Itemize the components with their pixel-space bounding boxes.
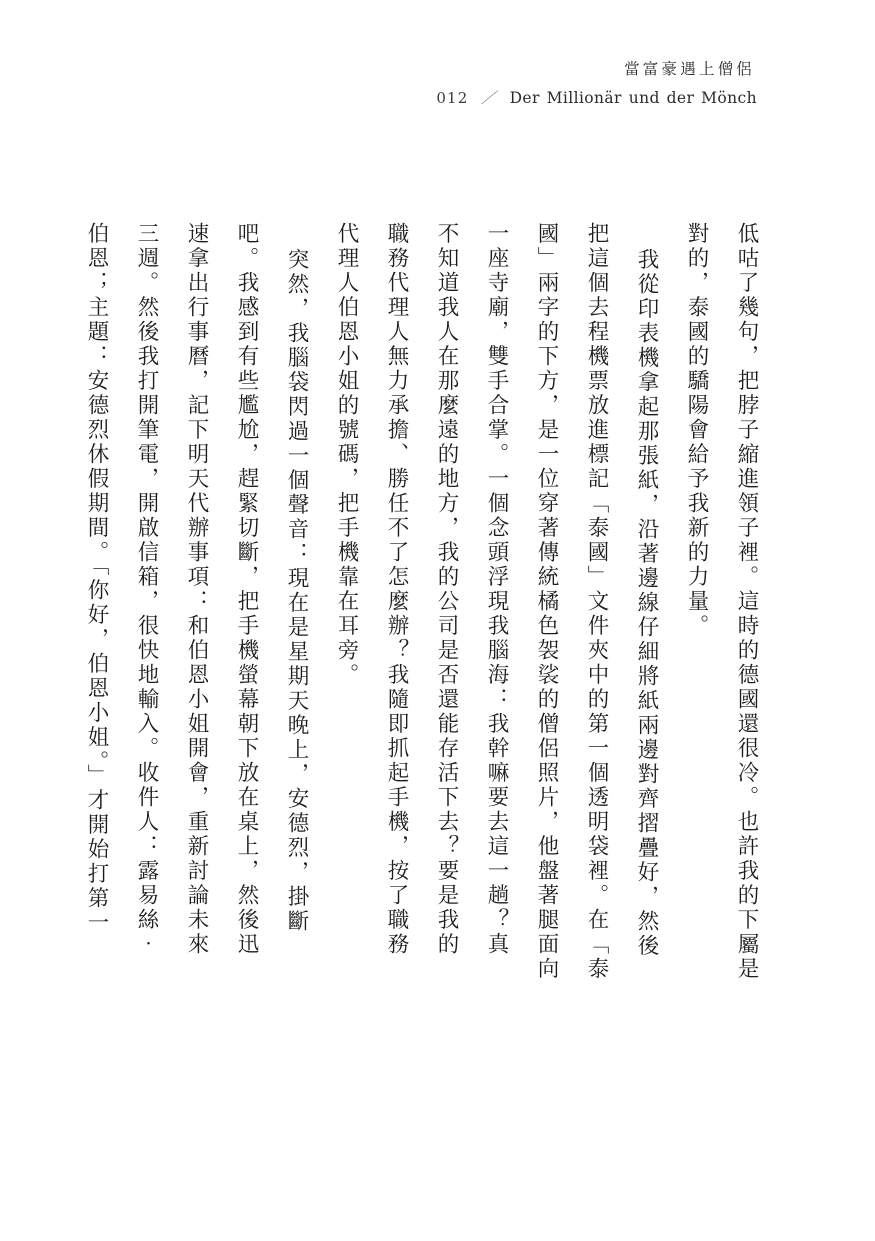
text-column: 三週。然後我打開筆電，開啟信箱，很快地輸入。收件人：露易絲‧ [134,222,159,957]
text-column: 速拿出行事曆，記下明天代辦事項：和伯恩小姐開會，重新討論未來 [184,222,209,957]
text-column: 代理人伯恩小姐的號碼，把手機靠在耳旁。 [334,222,359,688]
body-text-block [84,222,759,1092]
text-column: 國」兩字的下方，是一位穿著傳統橘色袈裟的僧侶照片，他盤著腿面向 [534,222,559,982]
running-head-line-2 [436,88,757,107]
text-column: 不知道我人在那麼遠的地方，我的公司是否還能存活下去？要是我的 [434,222,459,957]
running-head [436,62,757,106]
running-head-title-chinese: 當富豪遇上僧侶 [624,60,755,78]
text-column: 突然，我腦袋閃過一個聲音：現在是星期天晚上，安德烈，掛斷 [284,248,309,934]
text-column: 低咕了幾句，把脖子縮進領子裡。這時的德國還很冷。也許我的下屬是 [734,222,759,982]
text-column: 職務代理人無力承擔、勝任不了怎麼辦？我隨即抓起手機，按了職務 [384,222,409,957]
text-column: 對的，泰國的驕陽會給予我新的力量。 [684,222,709,639]
text-column: 吧。我感到有些尷尬，趕緊切斷，把手機螢幕朝下放在桌上，然後迅 [234,222,259,957]
running-head-title-german: Der Millionär und der Mönch [509,88,757,107]
text-column: 一座寺廟，雙手合掌。一個念頭浮現我腦海：我幹嘛要去這一趟？真 [484,222,509,957]
text-column: 把這個去程機票放進標記「泰國」文件夾中的第一個透明袋裡。在「泰 [584,222,609,982]
page-number: 012 [436,88,469,107]
text-column: 伯恩；主題：安德烈休假期間。「你好，伯恩小姐。」才開始打第一 [84,222,109,936]
separator-slash: ／ [479,88,499,107]
text-column: 我從印表機拿起那張紙，沿著邊線仔細將紙兩邊對齊摺疊好，然後 [634,248,659,959]
